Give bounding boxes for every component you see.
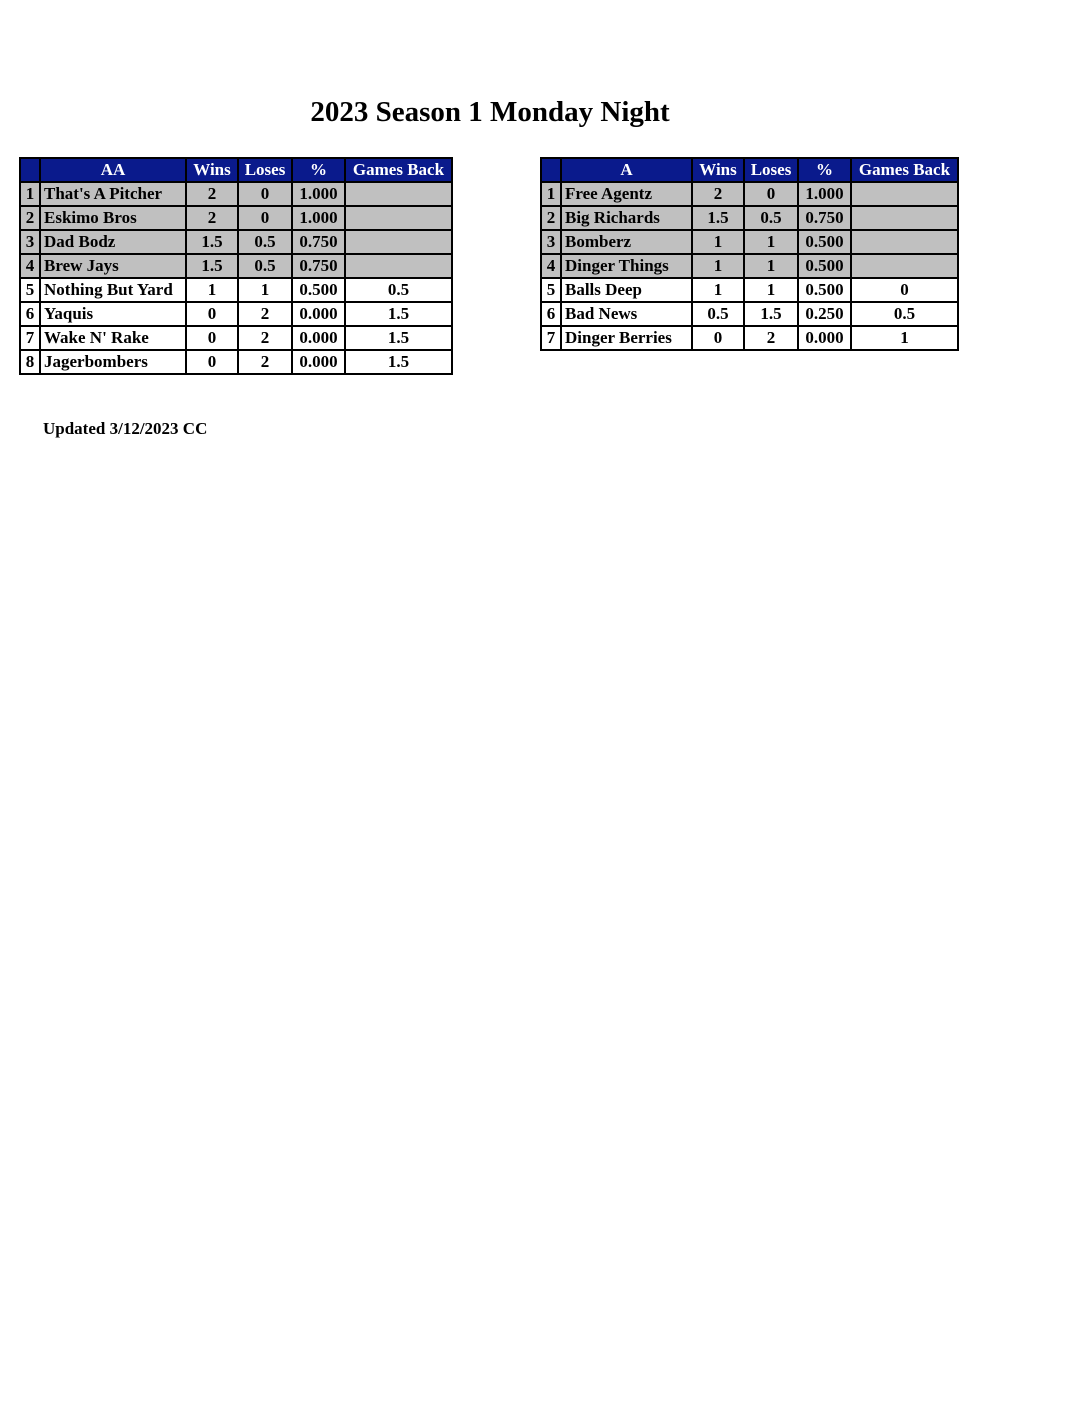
header-pct: %: [292, 158, 345, 182]
rank-cell: 4: [20, 254, 40, 278]
team-name-cell: Jagerbombers: [40, 350, 186, 374]
team-name-cell: Eskimo Bros: [40, 206, 186, 230]
pct-cell: 0.500: [292, 278, 345, 302]
games-back-cell: 1.5: [345, 302, 452, 326]
pct-cell: 0.000: [292, 302, 345, 326]
team-name-cell: Balls Deep: [561, 278, 692, 302]
wins-cell: 0: [186, 350, 238, 374]
pct-cell: 0.750: [798, 206, 851, 230]
games-back-cell: [851, 182, 958, 206]
games-back-cell: [851, 206, 958, 230]
page-title: 2023 Season 1 Monday Night: [310, 96, 670, 128]
rank-cell: 2: [541, 206, 561, 230]
pct-cell: 0.750: [292, 230, 345, 254]
rank-cell: 5: [541, 278, 561, 302]
pct-cell: 0.500: [798, 278, 851, 302]
team-name-cell: Big Richards: [561, 206, 692, 230]
rank-cell: 6: [20, 302, 40, 326]
loses-cell: 1: [744, 254, 798, 278]
games-back-cell: [345, 254, 452, 278]
header-games-back: Games Back: [345, 158, 452, 182]
rank-cell: 4: [541, 254, 561, 278]
team-name-cell: Yaquis: [40, 302, 186, 326]
header-row: [20, 158, 452, 182]
header-loses: Loses: [744, 158, 798, 182]
table-row: [20, 254, 452, 278]
table-row: [541, 302, 958, 326]
loses-cell: 2: [744, 326, 798, 350]
loses-cell: 2: [238, 302, 292, 326]
wins-cell: 1: [692, 278, 744, 302]
wins-cell: 1: [692, 254, 744, 278]
team-name-cell: Dad Bodz: [40, 230, 186, 254]
table-row: [541, 254, 958, 278]
games-back-cell: 0.5: [851, 302, 958, 326]
header-row: [541, 158, 958, 182]
wins-cell: 1: [692, 230, 744, 254]
loses-cell: 0: [238, 182, 292, 206]
wins-cell: 2: [692, 182, 744, 206]
rank-cell: 1: [541, 182, 561, 206]
pct-cell: 0.750: [292, 254, 345, 278]
header-division: A: [561, 158, 692, 182]
header-wins: Wins: [186, 158, 238, 182]
pct-cell: 0.250: [798, 302, 851, 326]
wins-cell: 1.5: [186, 254, 238, 278]
wins-cell: 1.5: [186, 230, 238, 254]
wins-cell: 0.5: [692, 302, 744, 326]
pct-cell: 0.000: [798, 326, 851, 350]
team-name-cell: Dinger Things: [561, 254, 692, 278]
loses-cell: 0: [744, 182, 798, 206]
games-back-cell: 0.5: [345, 278, 452, 302]
loses-cell: 1: [238, 278, 292, 302]
header-pct: %: [798, 158, 851, 182]
games-back-cell: [345, 230, 452, 254]
team-name-cell: Free Agentz: [561, 182, 692, 206]
loses-cell: 0.5: [744, 206, 798, 230]
table-row: [541, 278, 958, 302]
header-rank: [541, 158, 561, 182]
wins-cell: 0: [186, 302, 238, 326]
loses-cell: 2: [238, 350, 292, 374]
rank-cell: 3: [20, 230, 40, 254]
pct-cell: 1.000: [292, 182, 345, 206]
pct-cell: 0.500: [798, 230, 851, 254]
loses-cell: 0.5: [238, 254, 292, 278]
games-back-cell: [851, 230, 958, 254]
team-name-cell: Dinger Berries: [561, 326, 692, 350]
team-name-cell: Brew Jays: [40, 254, 186, 278]
header-loses: Loses: [238, 158, 292, 182]
team-name-cell: That's A Pitcher: [40, 182, 186, 206]
games-back-cell: 1.5: [345, 326, 452, 350]
table-row: [20, 326, 452, 350]
rank-cell: 7: [541, 326, 561, 350]
loses-cell: 1: [744, 230, 798, 254]
pct-cell: 0.500: [798, 254, 851, 278]
rank-cell: 6: [541, 302, 561, 326]
loses-cell: 2: [238, 326, 292, 350]
standings-table-a: [540, 157, 959, 351]
table-row: [20, 302, 452, 326]
pct-cell: 0.000: [292, 350, 345, 374]
loses-cell: 1.5: [744, 302, 798, 326]
loses-cell: 0.5: [238, 230, 292, 254]
games-back-cell: [851, 254, 958, 278]
wins-cell: 1: [186, 278, 238, 302]
pct-cell: 1.000: [292, 206, 345, 230]
pct-cell: 0.000: [292, 326, 345, 350]
header-wins: Wins: [692, 158, 744, 182]
table-row: [20, 350, 452, 374]
table-row: [541, 182, 958, 206]
rank-cell: 1: [20, 182, 40, 206]
loses-cell: 1: [744, 278, 798, 302]
games-back-cell: [345, 182, 452, 206]
wins-cell: 0: [186, 326, 238, 350]
games-back-cell: [345, 206, 452, 230]
standings-table-aa: [19, 157, 453, 375]
rank-cell: 3: [541, 230, 561, 254]
loses-cell: 0: [238, 206, 292, 230]
rank-cell: 8: [20, 350, 40, 374]
table-row: [20, 182, 452, 206]
team-name-cell: Bomberz: [561, 230, 692, 254]
table-row: [20, 278, 452, 302]
games-back-cell: 0: [851, 278, 958, 302]
rank-cell: 7: [20, 326, 40, 350]
team-name-cell: Wake N' Rake: [40, 326, 186, 350]
table-row: [541, 230, 958, 254]
games-back-cell: 1: [851, 326, 958, 350]
table-row: [541, 206, 958, 230]
rank-cell: 2: [20, 206, 40, 230]
team-name-cell: Nothing But Yard: [40, 278, 186, 302]
header-games-back: Games Back: [851, 158, 958, 182]
pct-cell: 1.000: [798, 182, 851, 206]
rank-cell: 5: [20, 278, 40, 302]
wins-cell: 1.5: [692, 206, 744, 230]
wins-cell: 2: [186, 182, 238, 206]
table-row: [541, 326, 958, 350]
wins-cell: 0: [692, 326, 744, 350]
table-row: [20, 206, 452, 230]
games-back-cell: 1.5: [345, 350, 452, 374]
wins-cell: 2: [186, 206, 238, 230]
table-row: [20, 230, 452, 254]
header-rank: [20, 158, 40, 182]
team-name-cell: Bad News: [561, 302, 692, 326]
updated-note: Updated 3/12/2023 CC: [43, 419, 208, 438]
header-division: AA: [40, 158, 186, 182]
